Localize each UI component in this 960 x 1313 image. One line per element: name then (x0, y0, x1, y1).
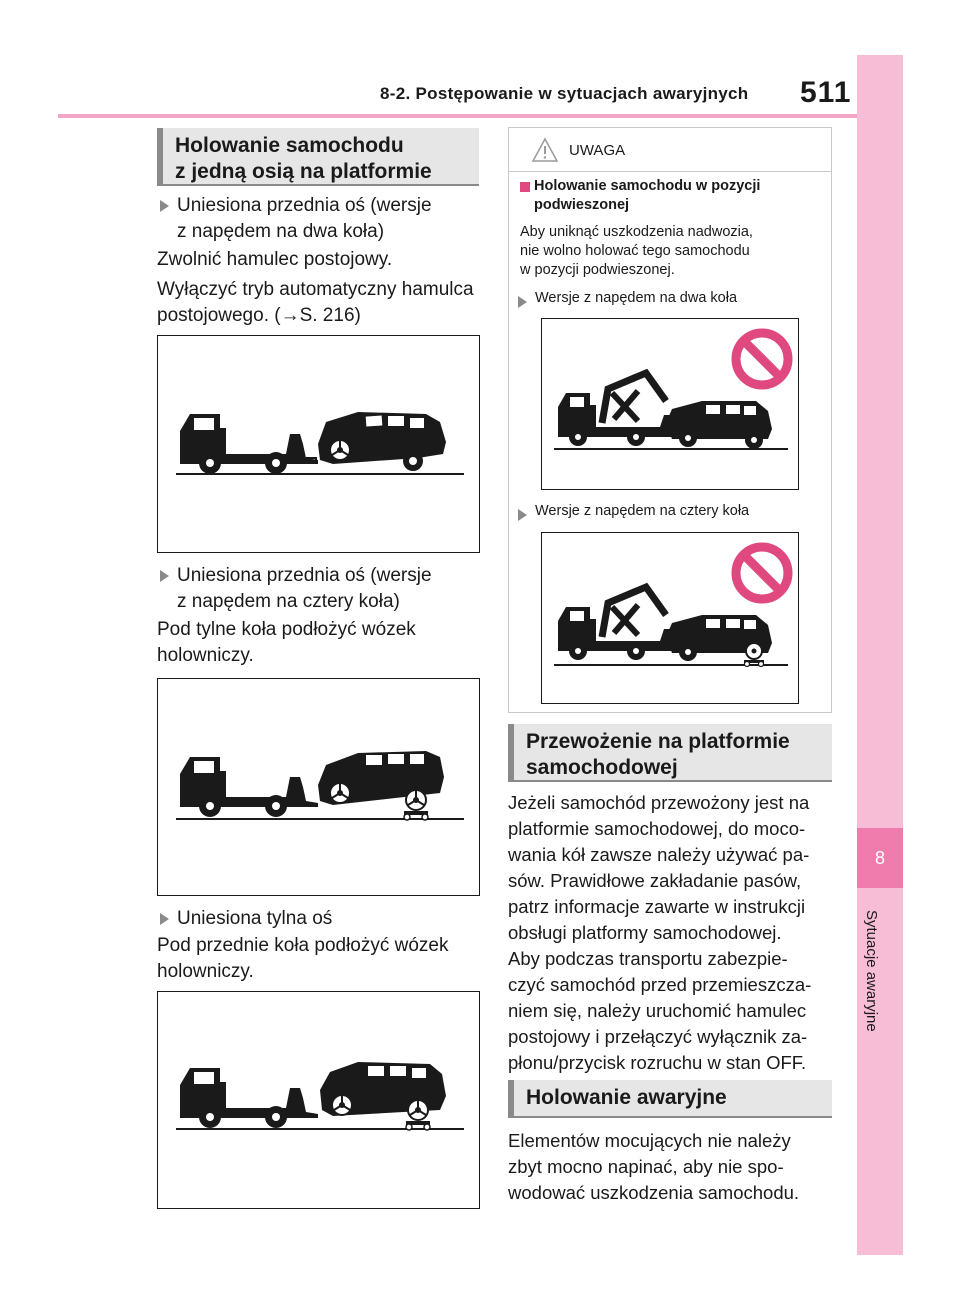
paragraph-line: czyć samochód przed przemieszcza- (508, 974, 812, 995)
heading-line: Przewożenie na platformie (526, 730, 790, 753)
paragraph-line: Jeżeli samochód przewożony jest na (508, 792, 810, 813)
figure-tow-front-2wd (157, 335, 480, 553)
caution-body (520, 223, 753, 280)
paragraph (157, 277, 474, 329)
heading-rule (508, 780, 832, 782)
heading-line: Holowanie samochodu (175, 134, 404, 157)
paragraph: Zwolnić hamulec postojowy. (157, 249, 393, 270)
chapter-title (863, 910, 894, 1090)
tow-illustration (158, 992, 478, 1207)
paragraph-line: Wyłączyć tryb automatyczny hamulca (157, 279, 474, 300)
paragraph-line: wodować uszkodzenia samochodu. (508, 1182, 800, 1203)
paragraph-line: niem się, należy uruchomić hamulec (508, 1000, 807, 1021)
paragraph-line: patrz informacje zawarte w instrukcji (508, 896, 806, 917)
item-line: Uniesiona przednia oś (wersje (177, 195, 432, 216)
caution-item-2wd: Wersje z napędem na dwa koła (535, 290, 738, 306)
paragraph-line: postojowego. (→S. 216) (157, 305, 361, 326)
paragraph-line: Pod tylne koła podłożyć wózek (157, 619, 416, 640)
warning-triangle-icon (531, 137, 559, 163)
running-header: 8-2. Postępowanie w sytuacjach awaryjnych (380, 84, 749, 103)
body-line: w pozycji podwieszonej. (520, 262, 675, 278)
heading-line: Holowanie awaryjne (526, 1086, 727, 1109)
caution-box (508, 127, 832, 713)
subheading-line: Holowanie samochodu w pozycji (534, 178, 761, 194)
item-line: Uniesiona przednia oś (wersje (177, 565, 432, 586)
chapter-title-text: Sytuacje awaryjne (863, 910, 880, 1032)
paragraph-platform-secure (508, 946, 811, 1076)
section-heading-emergency (508, 1080, 832, 1118)
paragraph (157, 617, 416, 669)
prohibited-tow-illustration (542, 533, 798, 703)
figure-tow-front-4wd (157, 678, 480, 896)
body-line: Aby uniknąć uszkodzenia nadwozia, (520, 224, 753, 240)
paragraph-line: sów. Prawidłowe zakładanie pasów, (508, 870, 802, 891)
paragraph-line: holowniczy. (157, 645, 254, 666)
figure-tow-rear-axle (157, 991, 480, 1209)
item-line: z napędem na cztery koła) (177, 591, 400, 612)
paragraph-line: Elementów mocujących nie należy (508, 1130, 791, 1151)
list-item-front-2wd (177, 193, 432, 245)
paragraph-line: holowniczy. (157, 961, 254, 982)
heading-line: z jedną osią na platformie (175, 160, 432, 183)
chapter-number: 8 (857, 828, 903, 888)
paragraph-line: Aby podczas transportu zabezpie- (508, 948, 788, 969)
square-bullet-icon (520, 182, 530, 192)
subheading-line: podwieszonej (534, 197, 630, 213)
figure-prohibited-4wd (541, 532, 799, 704)
paragraph-line: płonu/przycisk rozruchu w stan OFF. (508, 1052, 807, 1073)
body-line: nie wolno holować tego samochodu (520, 243, 750, 259)
tow-illustration (158, 336, 478, 551)
paragraph (157, 933, 449, 985)
tow-illustration (158, 679, 478, 894)
paragraph-line: postojowy i przełączyć wyłącznik za- (508, 1026, 808, 1047)
header-rule (58, 114, 858, 118)
section-heading-platform (508, 724, 832, 782)
paragraph-line: zbyt mocno napinać, aby nie spo- (508, 1156, 784, 1177)
heading-rule (157, 184, 479, 186)
caution-header (509, 128, 831, 172)
paragraph-emergency (508, 1128, 799, 1206)
figure-prohibited-2wd (541, 318, 799, 490)
paragraph-line: wania kół zawsze należy używać pa- (508, 844, 810, 865)
caution-item-4wd: Wersje z napędem na cztery koła (535, 503, 750, 519)
caution-label: UWAGA (569, 142, 626, 159)
caution-subheading (534, 177, 760, 215)
paragraph-line: Pod przednie koła podłożyć wózek (157, 935, 449, 956)
list-item-front-4wd (177, 563, 432, 615)
prohibited-tow-illustration (542, 319, 798, 489)
section-heading-one-axle (157, 128, 479, 186)
heading-rule (508, 1116, 832, 1118)
page-number: 511 (800, 76, 852, 109)
paragraph-platform-straps (508, 790, 809, 946)
paragraph-line: obsługi platformy samochodowej. (508, 922, 782, 943)
paragraph-line: platformie samochodowej, do moco- (508, 818, 806, 839)
heading-line: samochodowej (526, 756, 678, 779)
item-line: z napędem na dwa koła) (177, 221, 385, 242)
list-item-rear-axle: Uniesiona tylna oś (177, 906, 332, 932)
